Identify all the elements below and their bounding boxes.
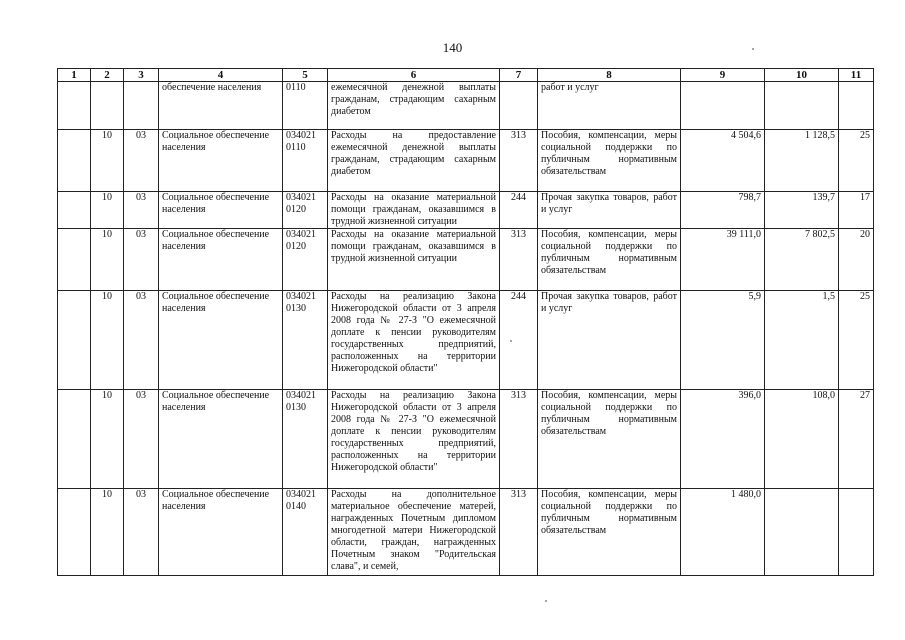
cell-expense-name: Расходы на оказание материальной помощи гражданам, оказавшимся в трудной жизненной ситуации	[328, 229, 500, 291]
cell-amount-actual	[765, 82, 839, 130]
cell-subsection: 03	[124, 489, 159, 576]
cell-expense-type-name: Пособия, компенсации, меры социальной поддержки по публичным нормативным обязательствам	[538, 489, 681, 576]
cell-expense-type: 313	[500, 390, 538, 489]
cell-subsection: 03	[124, 192, 159, 229]
table-row	[58, 130, 874, 192]
cell-amount-plan: 4 504,6	[681, 130, 765, 192]
cell-expense-name: Расходы на реализацию Закона Нижегородской области от 3 апреля 2008 года № 27-З "О ежемесячной доплате к пенсии руководителям государственных предприятий, расположенных на территории Нижегородской области"	[328, 291, 500, 390]
cell-target-code: 034021 0130	[283, 291, 328, 390]
table-row	[58, 229, 874, 291]
header-row	[58, 69, 874, 82]
cell-amount-plan	[681, 82, 765, 130]
cell-expense-type-name: Пособия, компенсации, меры социальной поддержки по публичным нормативным обязательствам	[538, 390, 681, 489]
budget-table	[57, 68, 874, 576]
cell-section	[91, 82, 124, 130]
cell-subsection: 03	[124, 291, 159, 390]
cell-section-name: Социальное обеспечение населения	[159, 229, 283, 291]
scan-speck	[545, 600, 547, 602]
cell-section: 10	[91, 489, 124, 576]
cell-expense-type	[500, 82, 538, 130]
cell-expense-type-name: Пособия, компенсации, меры социальной поддержки по публичным нормативным обязательствам	[538, 130, 681, 192]
scan-speck	[510, 340, 512, 342]
cell-section: 10	[91, 390, 124, 489]
cell-col1	[58, 291, 91, 390]
scan-speck	[752, 48, 754, 50]
cell-col1	[58, 192, 91, 229]
cell-col1	[58, 130, 91, 192]
cell-amount-plan: 1 480,0	[681, 489, 765, 576]
cell-section-name: Социальное обеспечение населения	[159, 489, 283, 576]
table-row	[58, 192, 874, 229]
cell-expense-type: 244	[500, 291, 538, 390]
cell-expense-type-name: Пособия, компенсации, меры социальной поддержки по публичным нормативным обязательствам	[538, 229, 681, 291]
cell-expense-type-name: Прочая закупка товаров, работ и услуг	[538, 291, 681, 390]
cell-percent	[839, 489, 874, 576]
column-header-9: 9	[681, 69, 765, 82]
cell-expense-type-name: Прочая закупка товаров, работ и услуг	[538, 192, 681, 229]
cell-expense-name: Расходы на предоставление ежемесячной денежной выплаты гражданам, страдающим сахарным диабетом	[328, 130, 500, 192]
table-row	[58, 82, 874, 130]
cell-section-name: Социальное обеспечение населения	[159, 130, 283, 192]
cell-target-code: 034021 0110	[283, 130, 328, 192]
table-row	[58, 489, 874, 576]
cell-percent: 25	[839, 130, 874, 192]
cell-section: 10	[91, 192, 124, 229]
cell-expense-name: Расходы на дополнительное материальное обеспечение матерей, награжденных Почетным дипломом многодетной матери Нижегородской области, граждан, награжденных Почетным знаком "Родительская слава", и семей,	[328, 489, 500, 576]
cell-subsection	[124, 82, 159, 130]
cell-section: 10	[91, 291, 124, 390]
cell-section-name: Социальное обеспечение населения	[159, 390, 283, 489]
cell-expense-name: Расходы на реализацию Закона Нижегородской области от 3 апреля 2008 года № 27-З "О ежемесячной доплате к пенсии руководителям государственных предприятий, расположенных на территории Нижегородской области"	[328, 390, 500, 489]
table-row	[58, 291, 874, 390]
cell-expense-type-name: работ и услуг	[538, 82, 681, 130]
column-header-5: 5	[283, 69, 328, 82]
column-header-4: 4	[159, 69, 283, 82]
cell-target-code: 0110	[283, 82, 328, 130]
page-number: 140	[442, 40, 463, 55]
column-header-6: 6	[328, 69, 500, 82]
cell-col1	[58, 82, 91, 130]
cell-percent: 17	[839, 192, 874, 229]
cell-expense-name: Расходы на оказание материальной помощи гражданам, оказавшимся в трудной жизненной ситуации	[328, 192, 500, 229]
cell-amount-actual: 1,5	[765, 291, 839, 390]
cell-section-name: Социальное обеспечение населения	[159, 291, 283, 390]
cell-amount-plan: 396,0	[681, 390, 765, 489]
table-row	[58, 390, 874, 489]
cell-section-name: обеспечение населения	[159, 82, 283, 130]
column-header-7: 7	[500, 69, 538, 82]
cell-amount-actual: 108,0	[765, 390, 839, 489]
cell-subsection: 03	[124, 130, 159, 192]
cell-percent: 27	[839, 390, 874, 489]
cell-expense-type: 313	[500, 130, 538, 192]
cell-section: 10	[91, 229, 124, 291]
cell-amount-actual	[765, 489, 839, 576]
cell-percent: 25	[839, 291, 874, 390]
column-header-1: 1	[58, 69, 91, 82]
cell-subsection: 03	[124, 229, 159, 291]
cell-percent	[839, 82, 874, 130]
cell-expense-type: 244	[500, 192, 538, 229]
cell-subsection: 03	[124, 390, 159, 489]
cell-col1	[58, 489, 91, 576]
cell-amount-actual: 7 802,5	[765, 229, 839, 291]
cell-expense-type: 313	[500, 489, 538, 576]
column-header-11: 11	[839, 69, 874, 82]
cell-amount-actual: 139,7	[765, 192, 839, 229]
cell-target-code: 034021 0120	[283, 229, 328, 291]
cell-expense-type: 313	[500, 229, 538, 291]
cell-target-code: 034021 0140	[283, 489, 328, 576]
cell-amount-plan: 39 111,0	[681, 229, 765, 291]
column-header-3: 3	[124, 69, 159, 82]
cell-target-code: 034021 0130	[283, 390, 328, 489]
cell-section: 10	[91, 130, 124, 192]
cell-amount-plan: 798,7	[681, 192, 765, 229]
cell-expense-name: ежемесячной денежной выплаты гражданам, страдающим сахарным диабетом	[328, 82, 500, 130]
column-header-10: 10	[765, 69, 839, 82]
column-header-2: 2	[91, 69, 124, 82]
cell-section-name: Социальное обеспечение населения	[159, 192, 283, 229]
cell-col1	[58, 229, 91, 291]
cell-percent: 20	[839, 229, 874, 291]
cell-amount-plan: 5,9	[681, 291, 765, 390]
cell-amount-actual: 1 128,5	[765, 130, 839, 192]
cell-col1	[58, 390, 91, 489]
column-header-8: 8	[538, 69, 681, 82]
cell-target-code: 034021 0120	[283, 192, 328, 229]
